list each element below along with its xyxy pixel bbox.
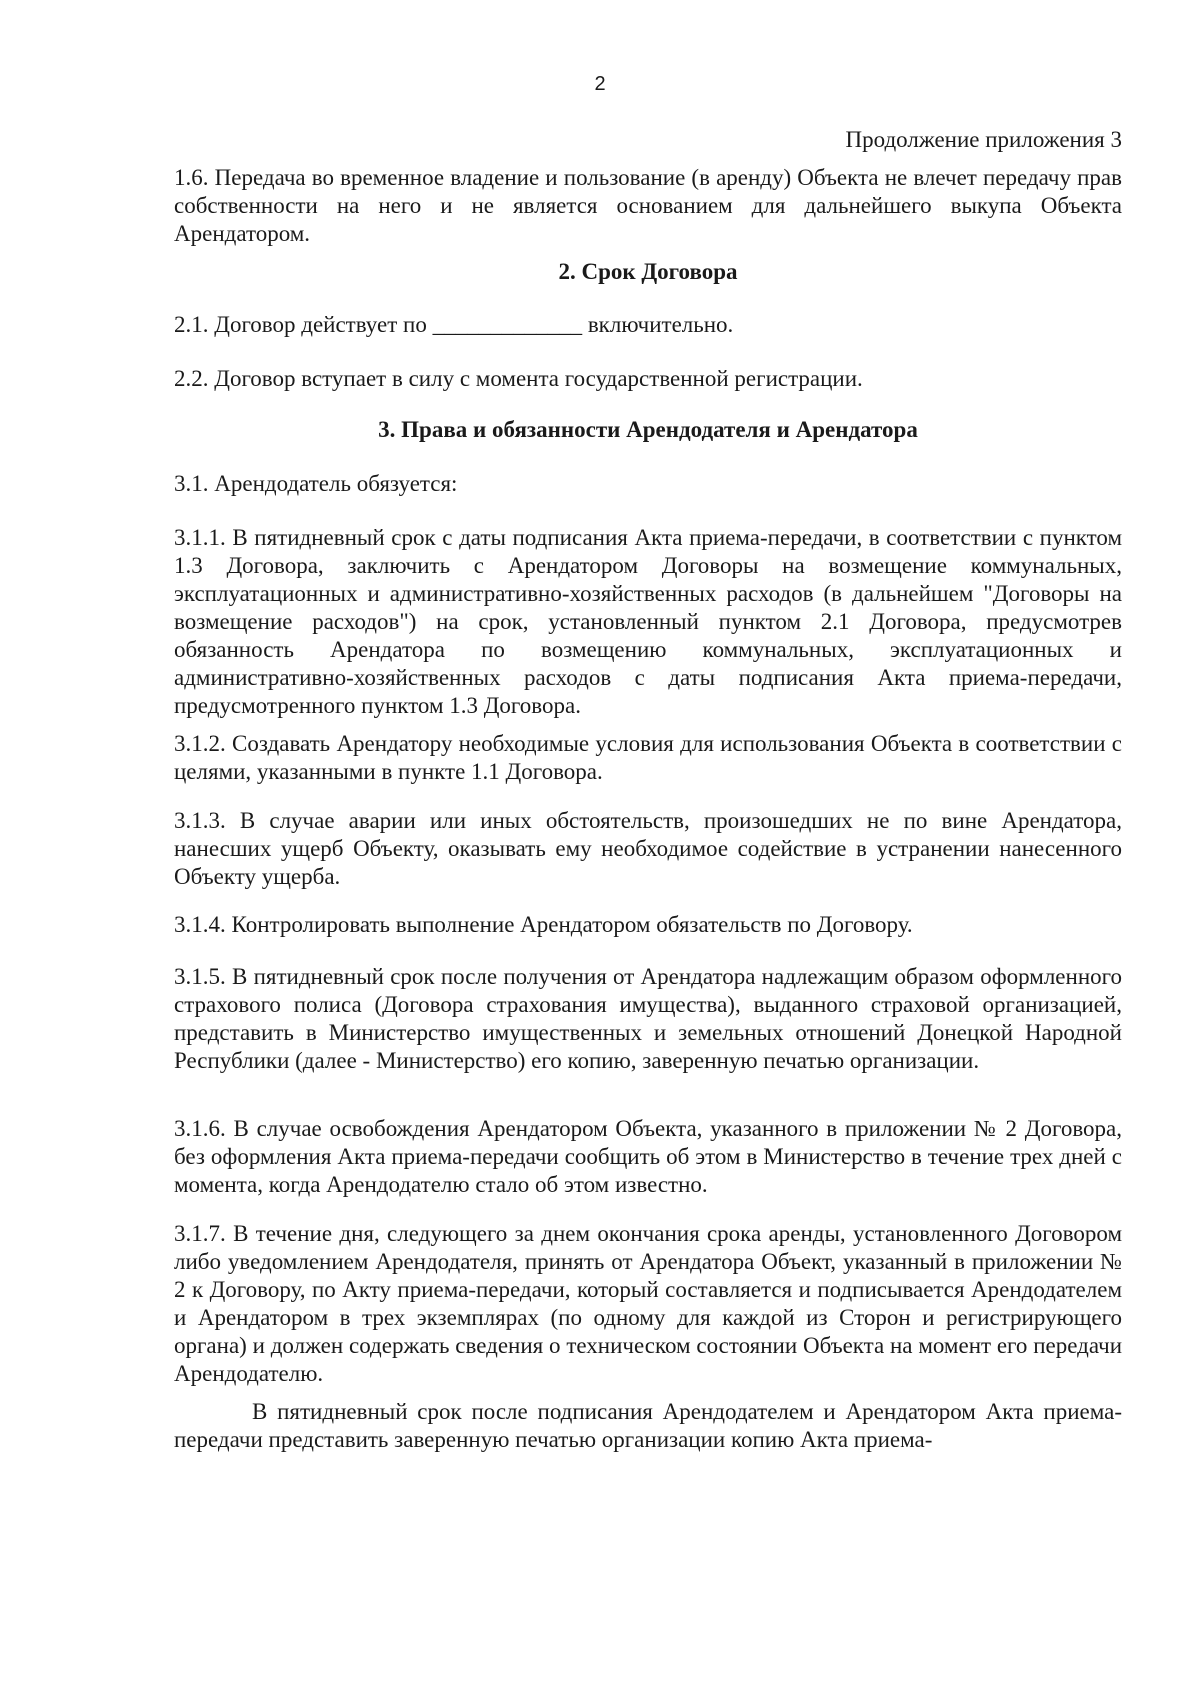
clause-3-1-1: 3.1.1. В пятидневный срок с даты подписания Акта приема-передачи, в соответствии с пунктом 1.3 Договора, заключить с Арендатором Договоры на возмещение коммунальных, эксплуатационных и административно-хозяйственных расходов (в дальнейшем "Договоры на возмещение расходов") на срок, установленный пунктом 2.1 Договора, предусмотрев обязанность Арендатора по возмещению коммунальных, эксплуатационных и административно-хозяйственных расходов с даты подписания Акта приема-передачи, предусмотренного пунктом 1.3 Договора. — [174, 525, 1122, 718]
section-3-heading: 3. Права и обязанности Арендодателя и Арендатора — [378, 417, 918, 442]
clause-3-1-4: 3.1.4. Контролировать выполнение Арендатором обязательств по Договору. — [174, 912, 913, 937]
section-2-heading: 2. Срок Договора — [558, 259, 738, 284]
clause-3-1: 3.1. Арендодатель обязуется: — [174, 471, 458, 496]
clause-2-1: 2.1. Договор действует по _____________ включительно. — [174, 312, 734, 337]
clause-3-1-7-continuation: В пятидневный срок после подписания Арендодателем и Арендатором Акта приема-передачи представить заверенную печатью организации копию Акта приема- — [174, 1399, 1122, 1452]
clause-3-1-2: 3.1.2. Создавать Арендатору необходимые условия для использования Объекта в соответствии с целями, указанными в пункте 1.1 Договора. — [174, 731, 1122, 784]
clause-2-2: 2.2. Договор вступает в силу с момента государственной регистрации. — [174, 366, 863, 391]
clause-3-1-5: 3.1.5. В пятидневный срок после получения от Арендатора надлежащим образом оформленного страхового полиса (Договора страхования имущества), выданного страховой организацией, представить в Министерство имущественных и земельных отношений Донецкой Народной Республики (далее - Министерство) его копию, заверенную печатью организации. — [174, 964, 1122, 1073]
appendix-note: Продолжение приложения 3 — [845, 127, 1122, 152]
clause-1-6: 1.6. Передача во временное владение и пользование (в аренду) Объекта не влечет передачу прав собственности на него и не является основанием для дальнейшего выкупа Объекта Арендатором. — [174, 165, 1122, 246]
clause-3-1-6: 3.1.6. В случае освобождения Арендатором Объекта, указанного в приложении № 2 Договора, без оформления Акта приема-передачи сообщить об этом в Министерство в течение трех дней с момента, когда Арендодателю стало об этом известно. — [174, 1116, 1122, 1197]
page-number: 2 — [594, 73, 606, 95]
clause-3-1-7: 3.1.7. В течение дня, следующего за днем окончания срока аренды, установленного Договором либо уведомлением Арендодателя, принять от Арендатора Объект, указанный в приложении № 2 к Договору, по Акту приема-передачи, который составляется и подписывается Арендодателем и Арендатором в трех экземплярах (по одному для каждой из Сторон и регистрирующего органа) и должен содержать сведения о техническом состоянии Объекта на момент его передачи Арендодателю. — [174, 1221, 1122, 1386]
clause-3-1-3: 3.1.3. В случае аварии или иных обстоятельств, произошедших не по вине Арендатора, нанесших ущерб Объекту, оказывать ему необходимое содействие в устранении нанесенного Объекту ущерба. — [174, 808, 1122, 889]
